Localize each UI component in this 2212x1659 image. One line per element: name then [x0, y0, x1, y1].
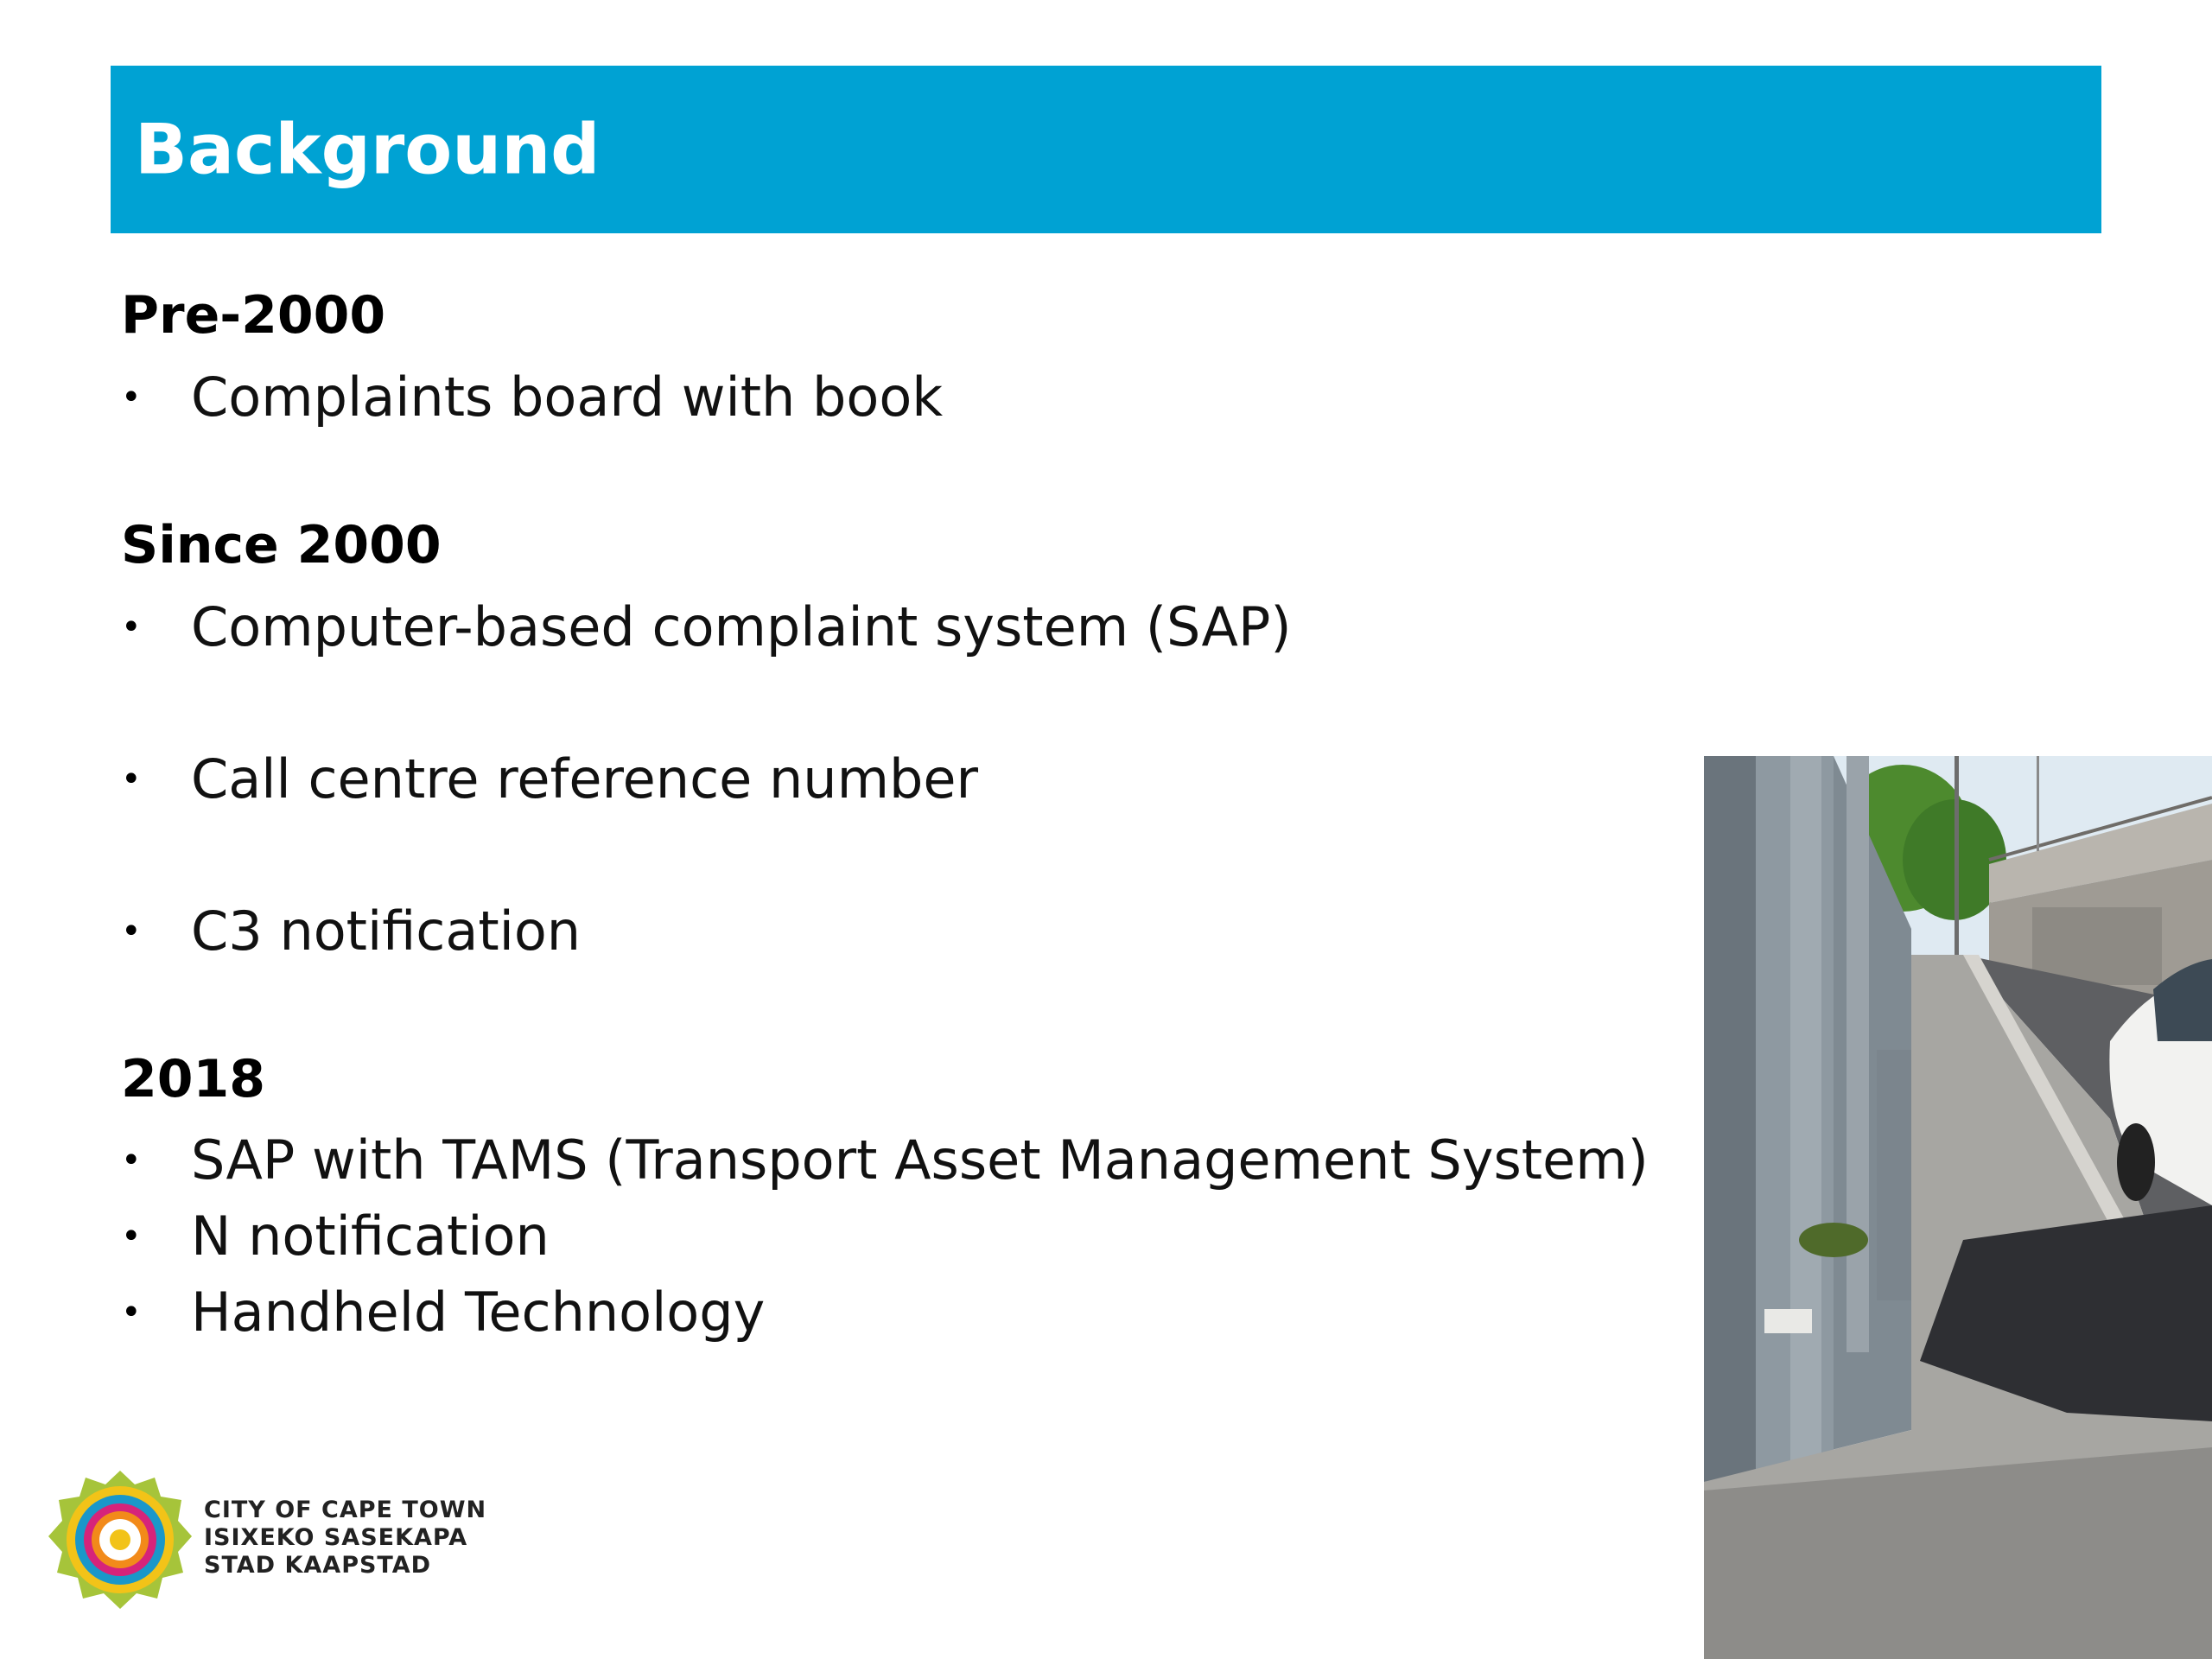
bullet-text: Computer-based complaint system (SAP) — [191, 595, 1292, 658]
bullet-text: SAP with TAMS (Transport Asset Management System) — [191, 1128, 1649, 1192]
bullet-text: Handheld Technology — [191, 1281, 766, 1344]
logo-line-1: CITY OF CAPE TOWN — [204, 1497, 487, 1523]
bullet-dot: • — [121, 912, 142, 951]
section-heading-2018: 2018 — [121, 1049, 265, 1109]
street-sidewalk-photo — [1704, 756, 2212, 1659]
bullet-text: N notification — [191, 1205, 550, 1268]
bullet-text: Complaints board with book — [191, 365, 944, 429]
logo-line-2: ISIXEKO SASEKAPA — [204, 1524, 468, 1551]
bullet-dot: • — [121, 760, 142, 799]
city-logo-text — [204, 1497, 486, 1580]
logo-line-3: STAD KAAPSTAD — [204, 1552, 432, 1579]
bullet-dot: • — [121, 378, 142, 417]
section-heading-pre-2000: Pre-2000 — [121, 285, 386, 346]
city-emblem-icon — [47, 1469, 194, 1611]
section-heading-since-2000: Since 2000 — [121, 515, 442, 575]
bullet-dot: • — [121, 1141, 142, 1180]
slide-title: Background — [135, 109, 601, 190]
bullet-dot: • — [121, 1217, 142, 1256]
bullet-dot: • — [121, 1293, 142, 1332]
bullet-text: Call centre reference number — [191, 747, 978, 810]
title-bar — [111, 66, 2101, 233]
bullet-text: C3 notification — [191, 899, 582, 963]
bullet-dot: • — [121, 607, 142, 647]
